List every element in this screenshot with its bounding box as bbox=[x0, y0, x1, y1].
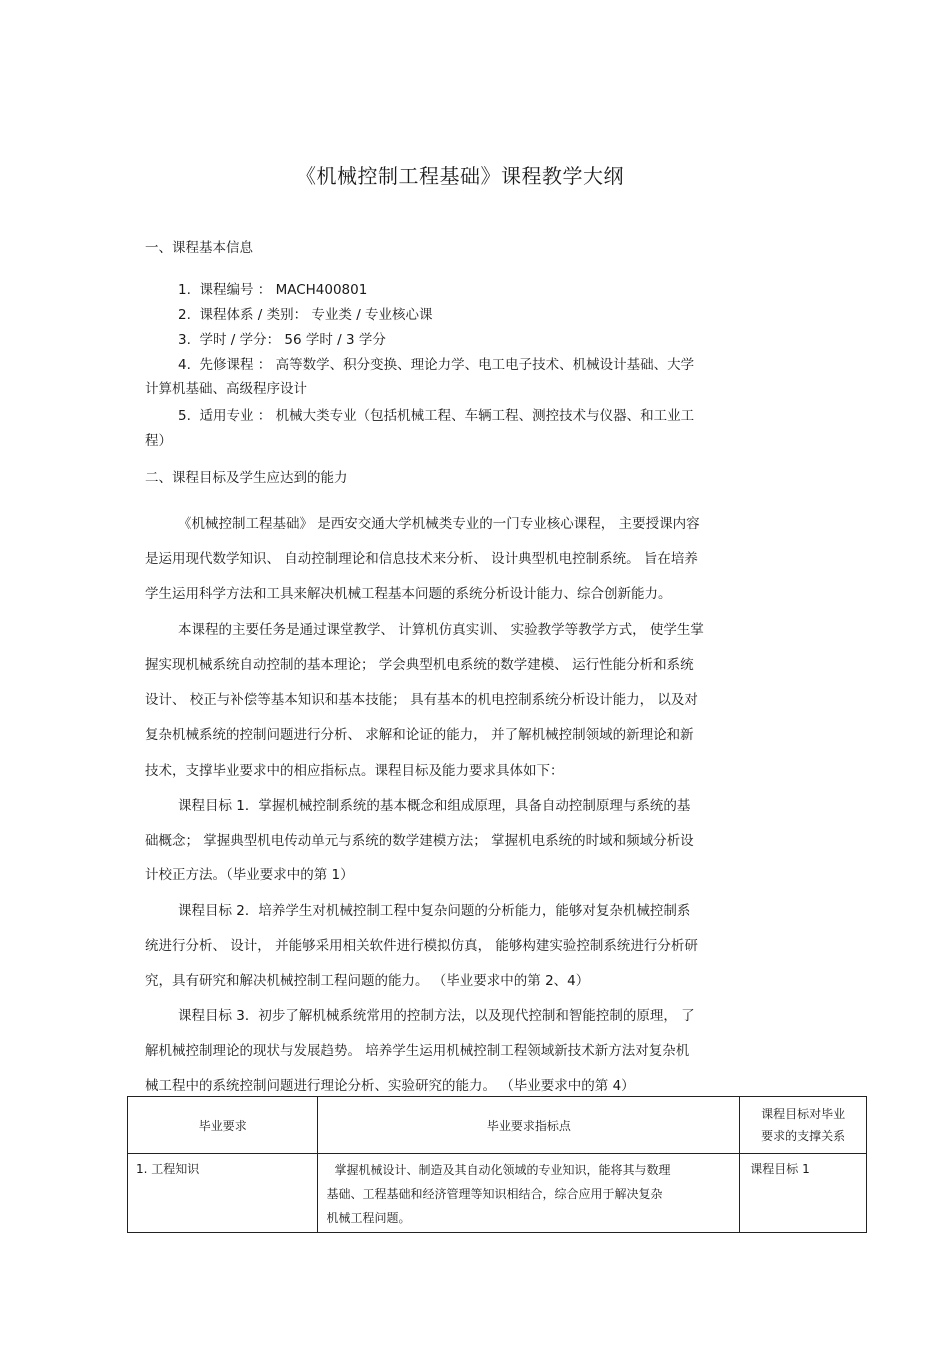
section-heading-basic-info: 一、课程基本信息 bbox=[145, 240, 253, 256]
cell-target: 课程目标 1 bbox=[740, 1154, 867, 1233]
item-number: 1. bbox=[178, 282, 191, 298]
objective-3-line: 解机械控制理论的现状与发展趋势。 培养学生运用机械控制工程领域新技术新方法对复杂机 bbox=[145, 1043, 690, 1059]
item-text: 课程体系 / 类别： 专业类 / 专业核心课 bbox=[199, 307, 433, 323]
indicator-line: 掌握机械设计、制造及其自动化领域的专业知识，能将其与数理 bbox=[334, 1163, 671, 1177]
header-indicator-point: 毕业要求指标点 bbox=[318, 1097, 740, 1154]
info-item-2 bbox=[178, 303, 433, 323]
info-item-3 bbox=[178, 328, 386, 348]
item-number: 5. bbox=[178, 408, 191, 424]
header-support-line-2: 要求的支撑关系 bbox=[761, 1129, 846, 1143]
table-row bbox=[128, 1154, 867, 1233]
document-title: 《机械控制工程基础》课程教学大纲 bbox=[296, 164, 624, 188]
info-item-4-continuation: 计算机基础、高级程序设计 bbox=[145, 381, 307, 397]
indicator-line: 机械工程问题。 bbox=[326, 1211, 411, 1225]
paragraph-line: 学生运用科学方法和工具来解决机械工程基本问题的系统分析设计能力、综合创新能力。 bbox=[145, 586, 672, 602]
objective-2-line: 课程目标 2．培养学生对机械控制工程中复杂问题的分析能力，能够对复杂机械控制系 bbox=[178, 903, 691, 919]
paragraph-line: 本课程的主要任务是通过课堂教学、 计算机仿真实训、 实验教学等教学方式， 使学生掌 bbox=[178, 622, 704, 638]
info-item-5-continuation: 程） bbox=[145, 433, 172, 449]
paragraph-line: 复杂机械系统的控制问题进行分析、 求解和论证的能力， 并了解机械控制领域的新理论和新 bbox=[145, 727, 694, 743]
item-number: 3. bbox=[178, 332, 191, 348]
info-item-4 bbox=[178, 353, 694, 373]
paragraph-line: 握实现机械系统自动控制的基本理论； 学会典型机电系统的数学建模、 运行性能分析和系统 bbox=[145, 657, 694, 673]
paragraph-line: 设计、 校正与补偿等基本知识和基本技能； 具有基本的机电控制系统分析设计能力， 以及对 bbox=[145, 692, 698, 708]
item-text: 先修课程 ： 高等数学、积分变换、理论力学、电工电子技术、机械设计基础、大学 bbox=[199, 357, 695, 373]
info-item-1 bbox=[178, 278, 367, 298]
objective-2-line: 统进行分析、 设计， 并能够采用相关软件进行模拟仿真， 能够构建实验控制系统进行分析研 bbox=[145, 938, 698, 954]
header-graduation-requirement: 毕业要求 bbox=[128, 1097, 318, 1154]
table-header-row bbox=[128, 1097, 867, 1154]
cell-indicator bbox=[318, 1154, 740, 1233]
item-text: 学时 / 学分： 56 学时 / 3 学分 bbox=[199, 332, 386, 348]
item-text: 课程编号 ： MACH400801 bbox=[199, 282, 368, 298]
paragraph-line: 技术，支撑毕业要求中的相应指标点。课程目标及能力要求具体如下： bbox=[145, 763, 564, 779]
objective-1-line: 计校正方法。（毕业要求中的第 1） bbox=[145, 867, 354, 883]
objective-1-line: 课程目标 1．掌握机械控制系统的基本概念和组成原理，具备自动控制原理与系统的基 bbox=[178, 798, 691, 814]
cell-requirement: 1. 工程知识 bbox=[128, 1154, 318, 1233]
header-support-relation bbox=[740, 1097, 867, 1154]
requirements-table bbox=[127, 1096, 867, 1233]
item-text: 适用专业 ： 机械大类专业（包括机械工程、车辆工程、测控技术与仪器、和工业工 bbox=[199, 408, 695, 424]
paragraph-line: 是运用现代数学知识、 自动控制理论和信息技术来分析、 设计典型机电控制系统。 旨在培养 bbox=[145, 551, 698, 567]
objective-1-line: 础概念； 掌握典型机电传动单元与系统的数学建模方法； 掌握机电系统的时域和频域分析设 bbox=[145, 833, 694, 849]
item-number: 2. bbox=[178, 307, 191, 323]
paragraph-line: 《机械控制工程基础》 是西安交通大学机械类专业的一门专业核心课程， 主要授课内容 bbox=[178, 516, 700, 532]
info-item-5 bbox=[178, 404, 694, 424]
objective-3-line: 课程目标 3．初步了解机械系统常用的控制方法，以及现代控制和智能控制的原理， 了 bbox=[178, 1008, 695, 1024]
indicator-line: 基础、工程基础和经济管理等知识相结合，综合应用于解决复杂 bbox=[326, 1187, 663, 1201]
objective-3-line: 械工程中的系统控制问题进行理论分析、实验研究的能力。 （毕业要求中的第 4） bbox=[145, 1078, 635, 1094]
header-support-line-1: 课程目标对毕业 bbox=[761, 1107, 846, 1121]
objective-2-line: 究，具有研究和解决机械控制工程问题的能力。 （毕业要求中的第 2、4） bbox=[145, 973, 590, 989]
item-number: 4. bbox=[178, 357, 191, 373]
section-heading-objectives: 二、课程目标及学生应达到的能力 bbox=[145, 470, 348, 486]
